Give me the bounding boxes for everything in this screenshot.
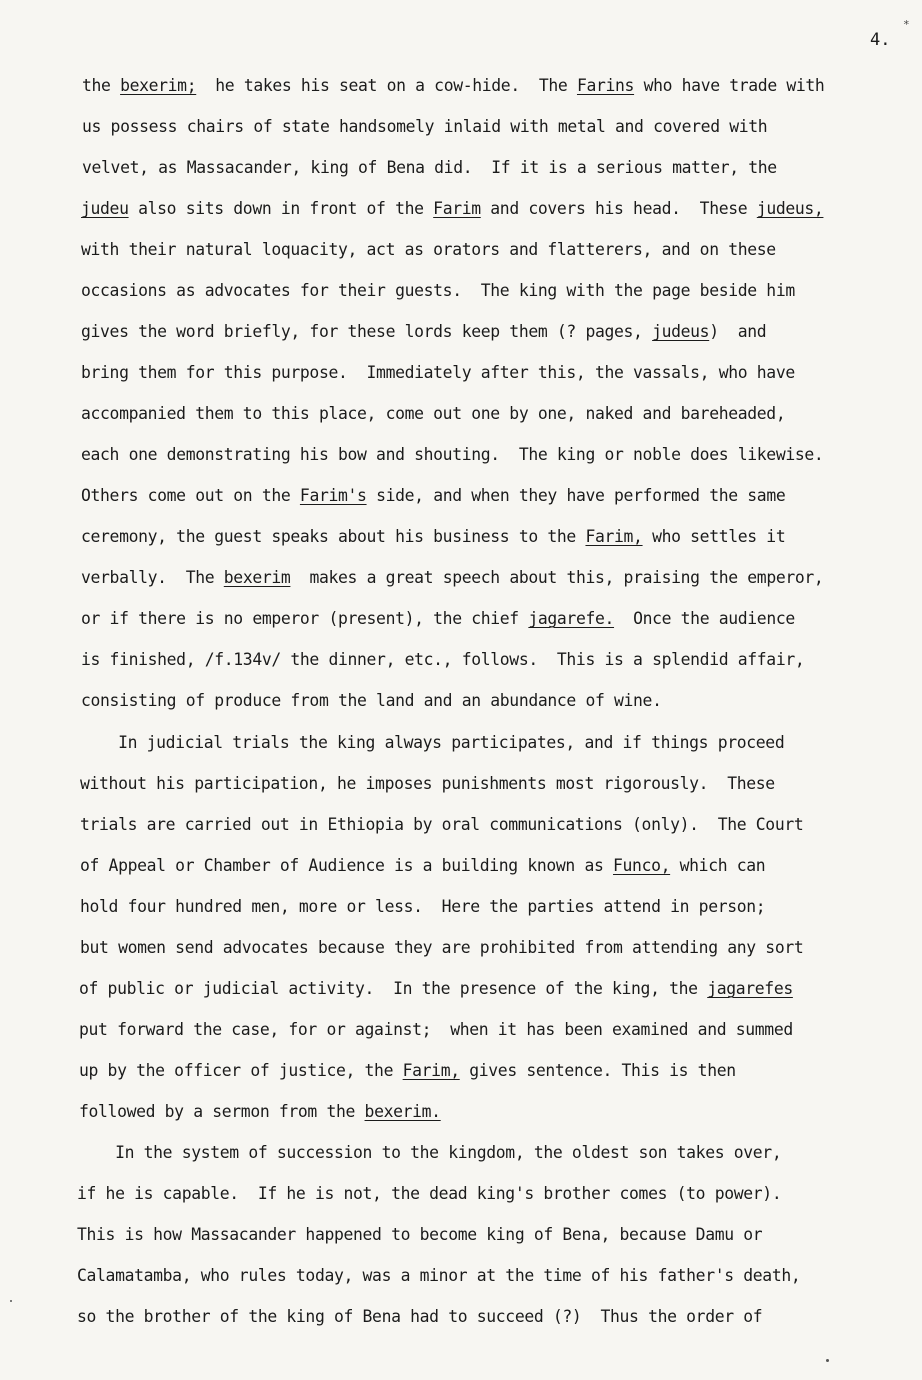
text-line <box>80 733 784 753</box>
text-line <box>81 404 785 424</box>
text-run: Others come out on the <box>81 486 300 505</box>
underlined-term: judeus <box>652 322 710 341</box>
underlined-term: bexerim; <box>120 76 197 95</box>
text-line <box>81 650 804 670</box>
underlined-term: bexerim. <box>364 1102 441 1121</box>
text-line <box>79 979 793 999</box>
text-run: accompanied them to this place, come out one by one, naked and bareheaded, <box>81 404 786 423</box>
text-run: hold four hundred men, more or less. Here the parties attend in person; <box>80 897 766 916</box>
text-run: ceremony, the guest speaks about his business to the <box>81 527 586 546</box>
text-run: of public or judicial activity. In the presence of the king, the <box>79 979 708 998</box>
text-run: bring them for this purpose. Immediately after this, the vassals, who have <box>81 363 795 382</box>
underlined-term: Funco, <box>613 856 671 875</box>
text-line <box>82 158 777 178</box>
text-line <box>82 76 824 96</box>
text-line <box>77 1143 781 1163</box>
text-run: also sits down in front of the <box>128 199 434 218</box>
text-run: without his participation, he imposes punishments most rigorously. These <box>80 774 775 793</box>
text-line <box>79 1102 441 1122</box>
text-run: Once the audience <box>614 609 795 628</box>
text-line <box>80 897 765 917</box>
text-run: gives sentence. This is then <box>459 1061 736 1080</box>
underlined-term: Farim, <box>585 527 643 546</box>
text-line <box>81 568 823 588</box>
underlined-term: Farim <box>433 199 481 218</box>
underlined-term: jagarefes <box>707 979 793 998</box>
text-run: so the brother of the king of Bena had to succeed (?) Thus the order of <box>77 1307 763 1326</box>
text-run: gives the word briefly, for these lords keep them (? pages, <box>81 322 653 341</box>
text-run: the <box>82 76 121 95</box>
text-line <box>81 486 785 506</box>
text-line <box>81 445 823 465</box>
page-mark: * <box>903 18 910 31</box>
text-run: but women send advocates because they are prohibited from attending any sort <box>80 938 804 957</box>
underlined-term: Farim, <box>402 1061 460 1080</box>
text-run: who settles it <box>642 527 786 546</box>
underlined-term: judeus, <box>756 199 824 218</box>
underlined-term: jagarefe. <box>528 609 615 628</box>
text-run: and covers his head. These <box>480 199 757 218</box>
text-run: occasions as advocates for their guests. The king with the page beside him <box>81 281 795 300</box>
text-run: of Appeal or Chamber of Audience is a building known as <box>80 856 614 875</box>
text-run: In judicial trials the king always participates, and if things proceed <box>80 733 785 752</box>
text-run: who have trade with <box>634 76 825 95</box>
text-run: consisting of produce from the land and an abundance of wine. <box>81 691 662 710</box>
text-line <box>77 1184 781 1204</box>
text-line <box>80 774 775 794</box>
text-run: if he is capable. If he is not, the dead king's brother comes (to power). <box>77 1184 782 1203</box>
underlined-term: Farim's <box>299 486 367 505</box>
text-run: he takes his seat on a cow-hide. The <box>196 76 577 95</box>
text-run: In the system of succession to the kingdom, the oldest son takes over, <box>77 1143 782 1162</box>
text-run: Calamatamba, who rules today, was a minor at the time of his father's death, <box>77 1266 801 1285</box>
text-line <box>80 815 803 835</box>
text-run: or if there is no emperor (present), the chief <box>81 609 529 628</box>
text-run: followed by a sermon from the <box>79 1102 365 1121</box>
text-line <box>80 856 765 876</box>
page-number: 4. <box>870 30 891 50</box>
text-run: verbally. The <box>81 568 224 587</box>
text-line <box>79 1020 793 1040</box>
text-line <box>81 609 795 629</box>
text-line <box>81 691 662 711</box>
text-run: ) and <box>709 322 767 341</box>
text-run: with their natural loquacity, act as orators and flatterers, and on these <box>81 240 776 259</box>
ink-speck <box>826 1359 829 1362</box>
text-line <box>77 1225 762 1245</box>
text-run: side, and when they have performed the same <box>366 486 786 505</box>
text-line <box>77 1307 762 1327</box>
text-run: makes a great speech about this, praising the emperor, <box>290 568 824 587</box>
text-run: This is how Massacander happened to become king of Bena, because Damu or <box>77 1225 763 1244</box>
text-run: velvet, as Massacander, king of Bena did. If it is a serious matter, the <box>82 158 777 177</box>
text-run: us possess chairs of state handsomely inlaid with metal and covered with <box>82 117 768 136</box>
text-line <box>80 938 803 958</box>
text-line <box>82 117 767 137</box>
underlined-term: judeu <box>81 199 129 218</box>
text-line <box>81 363 795 383</box>
text-run: each one demonstrating his bow and shouting. The king or noble does likewise. <box>81 445 824 464</box>
text-line <box>81 281 795 301</box>
text-run: put forward the case, for or against; when it has been examined and summed <box>79 1020 793 1039</box>
text-run: is finished, /f.134v/ the dinner, etc., follows. This is a splendid affair, <box>81 650 805 669</box>
ink-speck <box>10 1300 12 1302</box>
text-line <box>81 199 823 219</box>
text-line <box>81 527 785 547</box>
text-line <box>81 322 766 342</box>
text-run: which can <box>670 856 766 875</box>
text-run: trials are carried out in Ethiopia by oral communications (only). The Court <box>80 815 804 834</box>
text-line <box>77 1266 800 1286</box>
underlined-term: bexerim <box>223 568 291 587</box>
text-run: up by the officer of justice, the <box>79 1061 403 1080</box>
underlined-term: Farins <box>576 76 635 95</box>
text-line <box>81 240 776 260</box>
text-line <box>79 1061 736 1081</box>
